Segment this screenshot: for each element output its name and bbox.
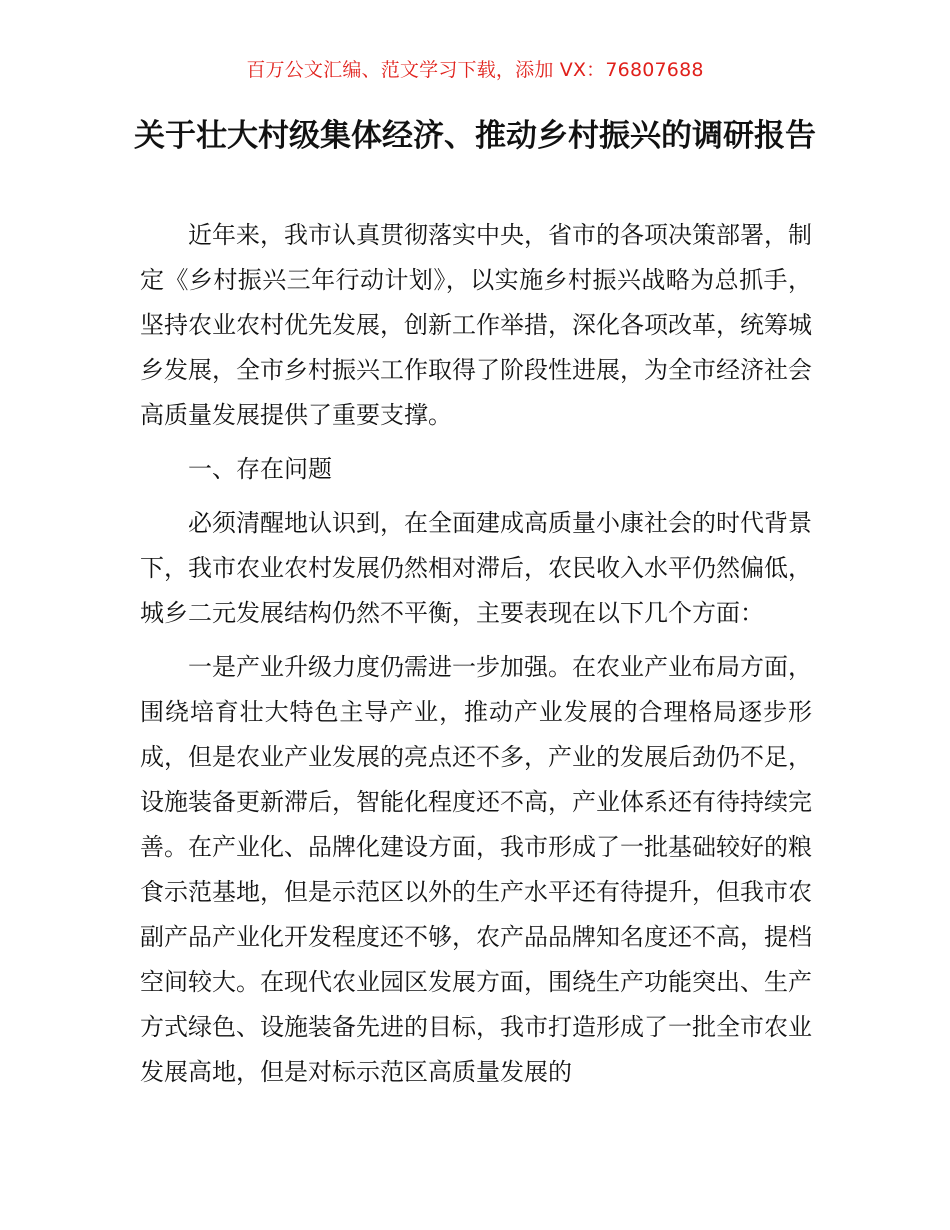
document-title: 关于壮大村级集体经济、推动乡村振兴的调研报告 bbox=[134, 118, 816, 154]
document-body bbox=[140, 213, 812, 1104]
header-watermark-text: 百万公文汇编、范文学习下载，添加 VX：76807688 bbox=[246, 59, 704, 81]
section-heading-problems: 一、存在问题 bbox=[188, 455, 332, 483]
paragraph-problems-overview: 必须清醒地认识到，在全面建成高质量小康社会的时代背景下，我市农业农村发展仍然相对滞后，农民收入水平仍然偏低，城乡二元发展结构仍然不平衡，主要表现在以下几个方面： bbox=[140, 509, 812, 627]
paragraph-industry-upgrade: 一是产业升级力度仍需进一步加强。在农业产业布局方面，围绕培育壮大特色主导产业，推动产业发展的合理格局逐步形成，但是农业产业发展的亮点还不多，产业的发展后劲仍不足，设施装备更新滞后，智能化程度还不高，产业体系还有待持续完善。在产业化、品牌化建设方面，我市形成了一批基础较好的粮食示范基地，但是示范区以外的生产水平还有待提升，但我市农副产品产业化开发程度还不够，农产品品牌知名度还不高，提档空间较大。在现代农业园区发展方面，围绕生产功能突出、生产方式绿色、设施装备先进的目标，我市打造形成了一批全市农业发展高地，但是对标示范区高质量发展的 bbox=[140, 653, 812, 1086]
paragraph-intro: 近年来，我市认真贯彻落实中央，省市的各项决策部署，制定《乡村振兴三年行动计划》，以实施乡村振兴战略为总抓手，坚持农业农村优先发展，创新工作举措，深化各项改革，统筹城乡发展，全市乡村振兴工作取得了阶段性进展，为全市经济社会高质量发展提供了重要支撑。 bbox=[140, 221, 812, 429]
